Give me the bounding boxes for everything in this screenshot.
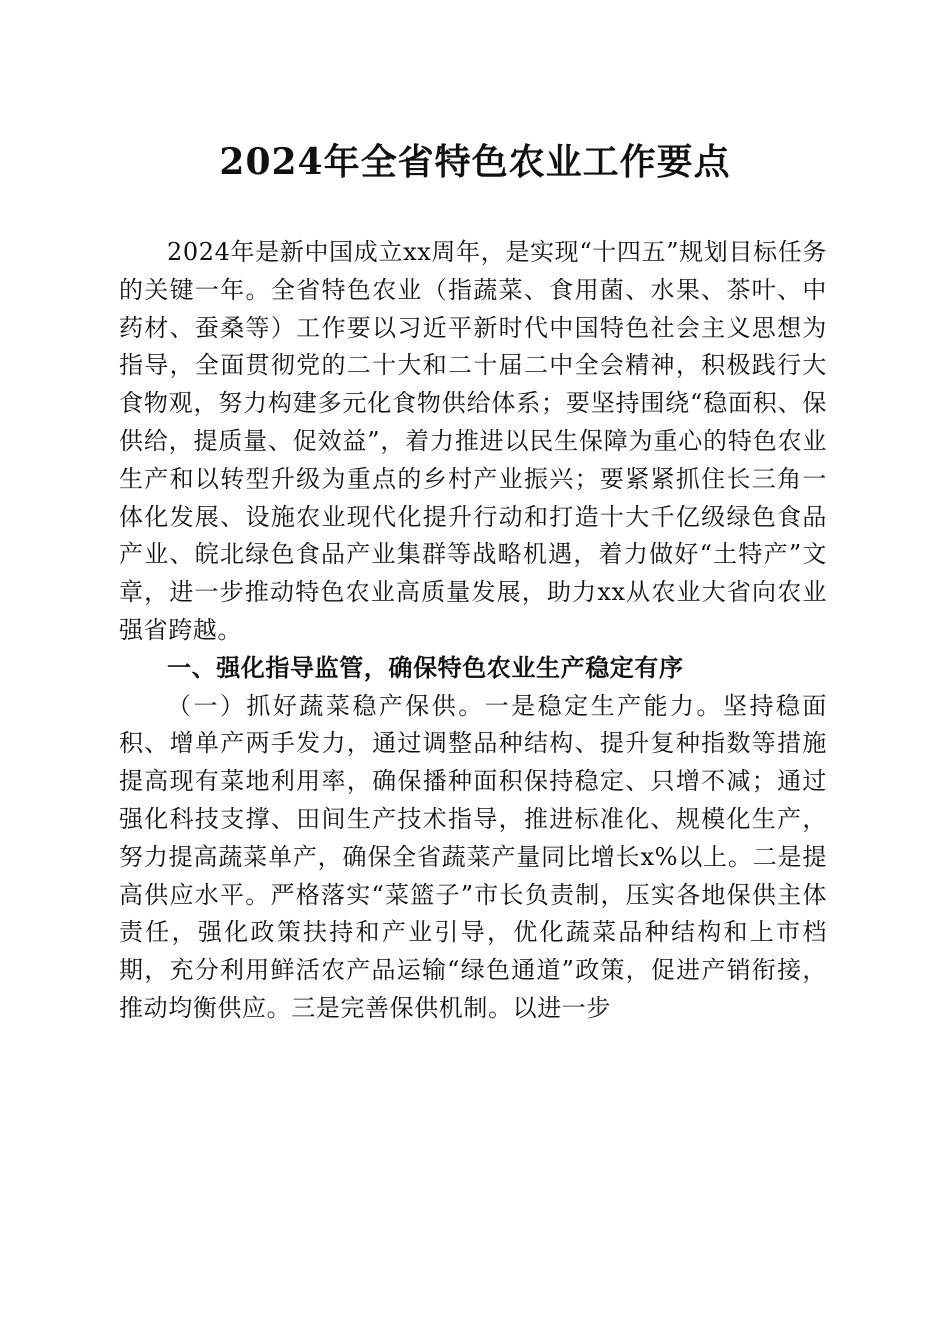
section-paragraph: （一）抓好蔬菜稳产保供。一是稳定生产能力。坚持稳面积、增单产两手发力，通过调整品种结构、提升复种指数等措施提高现有菜地利用率，确保播种面积保持稳定、只增不减；通过强化科技支撑、田间生产技术指导，推进标准化、规模化生产，努力提高蔬菜单产，确保全省蔬菜产量同比增长x%以上。二是提高供应水平。严格落实“菜篮子”市长负责制，压实各地保供主体责任，强化政策扶持和产业引导，优化蔬菜品种结构和上市档期，充分利用鲜活农产品运输“绿色通道”政策，促进产销衔接，推动均衡供应。三是完善保供机制。以进一步: [119, 691, 827, 1022]
document-title: 2024年全省特色农业工作要点: [219, 141, 731, 183]
intro-paragraph: 2024年是新中国成立xx周年，是实现“十四五”规划目标任务的关键一年。全省特色农业（指蔬菜、食用菌、水果、茶叶、中药材、蚕桑等）工作要以习近平新时代中国特色社会主义思想为指导，全面贯彻党的二十大和二十届二中全会精神，积极践行大食物观，努力构建多元化食物供给体系；要坚持围绕“稳面积、保供给，提质量、促效益”，着力推进以民生保障为重心的特色农业生产和以转型升级为重点的乡村产业振兴；要紧紧抓住长三角一体化发展、设施农业现代化提升行动和打造十大千亿级绿色食品产业、皖北绿色食品产业集群等战略机遇，着力做好“土特产”文章，进一步推动特色农业高质量发展，助力xx从农业大省向农业强省跨越。: [119, 238, 827, 644]
document-body: [119, 234, 827, 1028]
section-heading: 一、强化指导监管，确保特色农业生产稳定有序: [167, 653, 684, 682]
